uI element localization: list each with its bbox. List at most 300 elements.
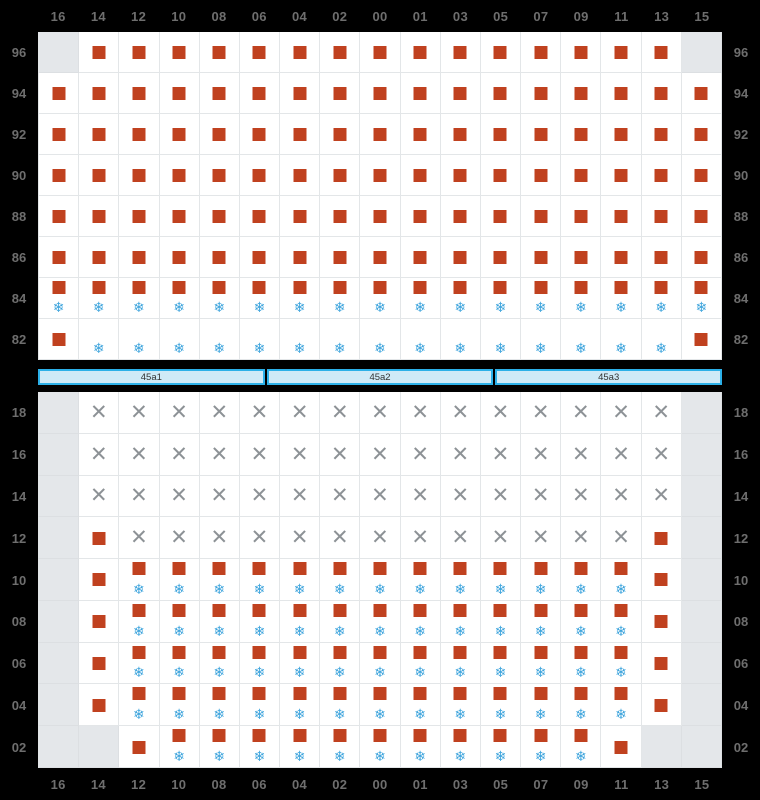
grid-cell-seat[interactable] — [79, 114, 119, 155]
grid-cell-seat[interactable] — [642, 601, 682, 643]
grid-cell-seat-snowflake[interactable] — [160, 559, 200, 601]
grid-cell-seat-snowflake[interactable] — [441, 726, 481, 768]
grid-cell-seat[interactable] — [360, 196, 400, 237]
grid-cell-seat[interactable] — [280, 237, 320, 278]
grid-cell-seat-snowflake[interactable] — [320, 559, 360, 601]
grid-cell-seat-snowflake[interactable] — [481, 684, 521, 726]
grid-cell-seat-snowflake[interactable] — [561, 278, 601, 319]
column-header-bottom — [0, 768, 760, 800]
grid-cell-seat[interactable] — [79, 601, 119, 643]
grid-cell-seat-snowflake[interactable] — [360, 643, 400, 685]
grid-cell-seat-snowflake[interactable] — [38, 278, 79, 319]
grid-cell-unavailable[interactable] — [160, 392, 200, 434]
grid-cell-seat-snowflake[interactable] — [320, 601, 360, 643]
seat-square-icon — [333, 210, 346, 223]
seat-square-icon — [414, 604, 427, 617]
grid-cell-seat[interactable] — [38, 155, 79, 196]
grid-cell-seat[interactable] — [38, 237, 79, 278]
cross-icon: ✕ — [572, 400, 590, 424]
grid-cell-seat[interactable] — [200, 196, 240, 237]
grid-cell-seat[interactable] — [441, 196, 481, 237]
grid-cell-seat-snowflake[interactable] — [561, 559, 601, 601]
grid-cell-unavailable[interactable] — [521, 392, 561, 434]
grid-cell-seat[interactable] — [601, 196, 641, 237]
grid-cell-seat-snowflake[interactable] — [280, 684, 320, 726]
grid-cell-unavailable[interactable] — [401, 392, 441, 434]
grid-cell-seat-snowflake[interactable] — [240, 643, 280, 685]
grid-cell-unavailable[interactable] — [601, 434, 641, 476]
row-label-92-left: 92 — [11, 127, 27, 142]
grid-cell-unavailable[interactable] — [119, 392, 159, 434]
grid-cell-seat-snowflake[interactable] — [280, 601, 320, 643]
grid-cell-seat-snowflake[interactable] — [320, 726, 360, 768]
grid-cell-seat-snowflake[interactable] — [481, 643, 521, 685]
grid-cell-seat[interactable] — [682, 196, 722, 237]
grid-cell-seat-snowflake[interactable] — [521, 643, 561, 685]
cross-icon: ✕ — [371, 484, 389, 508]
grid-cell-seat-snowflake[interactable] — [360, 601, 400, 643]
grid-cell-unavailable[interactable] — [119, 434, 159, 476]
grid-cell-seat-snowflake[interactable] — [200, 278, 240, 319]
grid-cell-seat-snowflake[interactable] — [360, 684, 400, 726]
grid-cell-seat-snowflake[interactable] — [601, 643, 641, 685]
snowflake-icon: ❄ — [173, 664, 185, 681]
grid-cell-seat-snowflake[interactable] — [240, 278, 280, 319]
grid-cell-snowflake[interactable] — [79, 319, 119, 360]
grid-cell-seat[interactable] — [642, 237, 682, 278]
seat-square-icon — [52, 251, 65, 264]
grid-cell-unavailable[interactable] — [320, 476, 360, 518]
grid-cell-seat[interactable] — [200, 114, 240, 155]
snowflake-icon: ❄ — [213, 664, 226, 681]
grid-cell-seat[interactable] — [38, 319, 79, 360]
grid-cell-seat[interactable] — [682, 319, 722, 360]
snowflake-icon: ❄ — [253, 580, 266, 597]
grid-cell-snowflake[interactable] — [160, 319, 200, 360]
grid-cell-seat[interactable] — [320, 155, 360, 196]
grid-cell-seat[interactable] — [521, 237, 561, 278]
grid-cell-seat-snowflake[interactable] — [601, 278, 641, 319]
grid-cell-seat-snowflake[interactable] — [601, 684, 641, 726]
grid-cell-seat[interactable] — [160, 196, 200, 237]
grid-cell-seat[interactable] — [481, 32, 521, 73]
grid-cell-seat-snowflake[interactable] — [481, 601, 521, 643]
grid-cell-seat[interactable] — [601, 726, 641, 768]
grid-cell-seat-snowflake[interactable] — [481, 559, 521, 601]
grid-cell-seat-snowflake[interactable] — [561, 684, 601, 726]
grid-cell-seat[interactable] — [320, 196, 360, 237]
grid-cell-seat[interactable] — [401, 155, 441, 196]
grid-cell-seat[interactable] — [481, 114, 521, 155]
grid-cell-seat[interactable] — [38, 73, 79, 114]
grid-cell-seat-snowflake[interactable] — [401, 278, 441, 319]
grid-cell-unavailable[interactable] — [481, 476, 521, 518]
grid-cell-unavailable[interactable] — [601, 517, 641, 559]
grid-cell-unavailable[interactable] — [320, 517, 360, 559]
grid-cell-seat-snowflake[interactable] — [160, 278, 200, 319]
grid-cell-unavailable[interactable] — [280, 434, 320, 476]
seat-square-icon — [293, 281, 306, 294]
grid-cell-unavailable[interactable] — [601, 476, 641, 518]
grid-cell-seat-snowflake[interactable] — [320, 643, 360, 685]
grid-cell-seat[interactable] — [601, 155, 641, 196]
grid-cell-seat[interactable] — [561, 73, 601, 114]
column-label-03: 03 — [452, 8, 468, 24]
grid-cell-seat-snowflake[interactable] — [601, 601, 641, 643]
grid-cell-seat[interactable] — [441, 114, 481, 155]
grid-cell-seat[interactable] — [360, 114, 400, 155]
grid-cell-unavailable[interactable] — [521, 517, 561, 559]
grid-cell-seat[interactable] — [360, 32, 400, 73]
grid-cell-seat[interactable] — [280, 114, 320, 155]
grid-cell-seat[interactable] — [160, 32, 200, 73]
grid-cell-unavailable[interactable] — [642, 392, 682, 434]
grid-cell-unavailable[interactable] — [160, 434, 200, 476]
grid-cell-seat[interactable] — [441, 73, 481, 114]
grid-cell-seat-snowflake[interactable] — [521, 726, 561, 768]
grid-cell-seat[interactable] — [160, 73, 200, 114]
grid-cell-blocked — [38, 559, 79, 601]
grid-cell-seat-snowflake[interactable] — [119, 278, 159, 319]
column-label-00: 00 — [372, 8, 388, 24]
grid-cell-seat[interactable] — [642, 643, 682, 685]
grid-cell-snowflake[interactable] — [200, 319, 240, 360]
grid-cell-seat-snowflake[interactable] — [280, 559, 320, 601]
grid-cell-seat[interactable] — [642, 559, 682, 601]
grid-cell-seat-snowflake[interactable] — [521, 559, 561, 601]
grid-cell-seat[interactable] — [401, 73, 441, 114]
grid-cell-seat-snowflake[interactable] — [521, 684, 561, 726]
grid-cell-unavailable[interactable] — [441, 476, 481, 518]
grid-cell-seat-snowflake[interactable] — [119, 601, 159, 643]
grid-cell-unavailable[interactable] — [360, 517, 400, 559]
grid-cell-seat[interactable] — [601, 32, 641, 73]
grid-cell-seat[interactable] — [38, 196, 79, 237]
grid-cell-seat[interactable] — [521, 114, 561, 155]
grid-cell-seat-snowflake[interactable] — [401, 601, 441, 643]
grid-cell-unavailable[interactable] — [240, 392, 280, 434]
grid-cell-seat-snowflake[interactable] — [561, 726, 601, 768]
grid-cell-unavailable[interactable] — [360, 434, 400, 476]
grid-cell-seat[interactable] — [561, 114, 601, 155]
grid-cell-unavailable[interactable] — [642, 476, 682, 518]
grid-cell-seat-snowflake[interactable] — [160, 684, 200, 726]
row-label-12-right: 12 — [733, 530, 749, 546]
grid-cell-seat[interactable] — [481, 155, 521, 196]
grid-cell-seat[interactable] — [642, 73, 682, 114]
grid-cell-seat-snowflake[interactable] — [682, 278, 722, 319]
grid-cell-seat[interactable] — [240, 237, 280, 278]
grid-cell-seat[interactable] — [360, 73, 400, 114]
grid-cell-seat[interactable] — [360, 237, 400, 278]
grid-cell-seat[interactable] — [119, 155, 159, 196]
grid-cell-seat[interactable] — [240, 155, 280, 196]
seat-square-icon — [414, 562, 427, 575]
grid-cell-unavailable[interactable] — [280, 517, 320, 559]
grid-cell-seat-snowflake[interactable] — [119, 643, 159, 685]
grid-cell-seat[interactable] — [481, 196, 521, 237]
grid-cell-seat[interactable] — [521, 32, 561, 73]
grid-cell-snowflake[interactable] — [320, 319, 360, 360]
grid-cell-unavailable[interactable] — [79, 434, 119, 476]
grid-cell-seat[interactable] — [521, 155, 561, 196]
grid-cell-seat[interactable] — [682, 237, 722, 278]
grid-cell-seat[interactable] — [79, 155, 119, 196]
grid-cell-snowflake[interactable] — [601, 319, 641, 360]
grid-cell-seat-snowflake[interactable] — [561, 601, 601, 643]
grid-cell-seat-snowflake[interactable] — [360, 559, 400, 601]
grid-cell-seat-snowflake[interactable] — [481, 278, 521, 319]
grid-cell-seat[interactable] — [682, 73, 722, 114]
grid-cell-seat[interactable] — [119, 196, 159, 237]
grid-cell-unavailable[interactable] — [160, 476, 200, 518]
grid-cell-seat-snowflake[interactable] — [642, 278, 682, 319]
grid-cell-seat[interactable] — [642, 517, 682, 559]
grid-cell-unavailable[interactable] — [561, 476, 601, 518]
grid-cell-seat[interactable] — [561, 196, 601, 237]
grid-cell-seat[interactable] — [160, 114, 200, 155]
grid-cell-snowflake[interactable] — [119, 319, 159, 360]
grid-cell-seat[interactable] — [320, 32, 360, 73]
grid-cell-seat-snowflake[interactable] — [401, 684, 441, 726]
grid-cell-seat[interactable] — [521, 73, 561, 114]
grid-cell-seat-snowflake[interactable] — [119, 684, 159, 726]
snowflake-icon: ❄ — [253, 706, 266, 723]
grid-cell-seat-snowflake[interactable] — [160, 601, 200, 643]
grid-cell-seat[interactable] — [79, 32, 119, 73]
grid-cell-unavailable[interactable] — [561, 392, 601, 434]
grid-cell-seat[interactable] — [240, 196, 280, 237]
grid-cell-seat-snowflake[interactable] — [240, 726, 280, 768]
grid-cell-seat[interactable] — [601, 73, 641, 114]
grid-cell-seat[interactable] — [441, 32, 481, 73]
grid-cell-unavailable[interactable] — [642, 434, 682, 476]
grid-cell-unavailable[interactable] — [401, 517, 441, 559]
grid-cell-seat-snowflake[interactable] — [240, 684, 280, 726]
grid-cell-seat-snowflake[interactable] — [79, 278, 119, 319]
grid-cell-seat[interactable] — [521, 196, 561, 237]
grid-cell-seat[interactable] — [119, 114, 159, 155]
grid-cell-unavailable[interactable] — [481, 434, 521, 476]
grid-cell-seat[interactable] — [682, 114, 722, 155]
grid-cell-seat-snowflake[interactable] — [441, 643, 481, 685]
grid-cell-unavailable[interactable] — [441, 517, 481, 559]
grid-cell-unavailable[interactable] — [601, 392, 641, 434]
grid-cell-unavailable[interactable] — [119, 476, 159, 518]
grid-cell-snowflake[interactable] — [642, 319, 682, 360]
grid-cell-seat[interactable] — [280, 32, 320, 73]
grid-cell-seat[interactable] — [119, 73, 159, 114]
grid-cell-seat[interactable] — [401, 114, 441, 155]
cross-icon: ✕ — [250, 400, 269, 424]
grid-cell-seat[interactable] — [79, 684, 119, 726]
cross-icon: ✕ — [290, 484, 309, 508]
row-label-16-right: 16 — [733, 447, 749, 463]
grid-cell-seat[interactable] — [401, 196, 441, 237]
grid-cell-unavailable[interactable] — [521, 476, 561, 518]
grid-cell-seat[interactable] — [79, 196, 119, 237]
grid-cell-seat-snowflake[interactable] — [160, 643, 200, 685]
grid-cell-seat-snowflake[interactable] — [360, 278, 400, 319]
snowflake-icon: ❄ — [414, 664, 426, 681]
grid-cell-unavailable[interactable] — [79, 476, 119, 518]
lower-deck-grid — [38, 392, 722, 768]
grid-cell-seat-snowflake[interactable] — [280, 726, 320, 768]
seat-square-icon — [253, 687, 266, 700]
grid-cell-seat-snowflake[interactable] — [320, 278, 360, 319]
grid-cell-unavailable[interactable] — [441, 392, 481, 434]
grid-cell-seat[interactable] — [601, 114, 641, 155]
grid-cell-seat[interactable] — [79, 73, 119, 114]
grid-cell-seat-snowflake[interactable] — [441, 278, 481, 319]
grid-cell-seat[interactable] — [240, 73, 280, 114]
grid-cell-unavailable[interactable] — [280, 392, 320, 434]
grid-cell-seat[interactable] — [642, 32, 682, 73]
grid-cell-unavailable[interactable] — [521, 434, 561, 476]
grid-cell-unavailable[interactable] — [79, 392, 119, 434]
seat-square-icon — [132, 604, 145, 617]
grid-cell-seat-snowflake[interactable] — [561, 643, 601, 685]
grid-cell-seat[interactable] — [38, 114, 79, 155]
grid-cell-seat[interactable] — [200, 32, 240, 73]
grid-cell-seat-snowflake[interactable] — [200, 684, 240, 726]
grid-cell-snowflake[interactable] — [441, 319, 481, 360]
grid-cell-seat[interactable] — [642, 684, 682, 726]
grid-cell-unavailable[interactable] — [360, 476, 400, 518]
grid-cell-unavailable[interactable] — [561, 517, 601, 559]
grid-cell-seat[interactable] — [240, 114, 280, 155]
grid-cell-seat[interactable] — [642, 196, 682, 237]
grid-cell-seat-snowflake[interactable] — [481, 726, 521, 768]
seat-square-icon — [132, 646, 145, 659]
grid-cell-snowflake[interactable] — [280, 319, 320, 360]
grid-cell-seat[interactable] — [481, 73, 521, 114]
grid-cell-seat-snowflake[interactable] — [280, 643, 320, 685]
grid-cell-seat[interactable] — [200, 237, 240, 278]
grid-cell-seat[interactable] — [200, 155, 240, 196]
grid-cell-snowflake[interactable] — [360, 319, 400, 360]
grid-cell-unavailable[interactable] — [320, 392, 360, 434]
grid-cell-unavailable[interactable] — [200, 476, 240, 518]
grid-cell-seat-snowflake[interactable] — [240, 601, 280, 643]
grid-cell-unavailable[interactable] — [119, 517, 159, 559]
grid-cell-seat[interactable] — [320, 73, 360, 114]
grid-cell-seat-snowflake[interactable] — [401, 559, 441, 601]
grid-cell-unavailable[interactable] — [401, 434, 441, 476]
grid-cell-seat[interactable] — [280, 155, 320, 196]
grid-cell-seat[interactable] — [682, 155, 722, 196]
grid-cell-seat[interactable] — [561, 155, 601, 196]
grid-cell-seat[interactable] — [642, 155, 682, 196]
grid-cell-seat-snowflake[interactable] — [200, 726, 240, 768]
grid-cell-seat[interactable] — [79, 559, 119, 601]
zone-label-45a1[interactable]: 45a1 — [38, 369, 265, 385]
grid-cell-seat[interactable] — [280, 196, 320, 237]
grid-cell-seat[interactable] — [200, 73, 240, 114]
seat-square-icon — [373, 729, 386, 742]
grid-cell-seat[interactable] — [160, 237, 200, 278]
grid-cell-seat[interactable] — [561, 32, 601, 73]
grid-cell-snowflake[interactable] — [481, 319, 521, 360]
grid-cell-seat[interactable] — [240, 32, 280, 73]
grid-cell-seat-snowflake[interactable] — [441, 559, 481, 601]
grid-cell-seat[interactable] — [561, 237, 601, 278]
grid-cell-seat-snowflake[interactable] — [521, 601, 561, 643]
seat-square-icon — [52, 169, 65, 182]
grid-cell-unavailable[interactable] — [481, 517, 521, 559]
grid-cell-seat[interactable] — [119, 237, 159, 278]
grid-cell-seat-snowflake[interactable] — [119, 559, 159, 601]
column-label-03: 03 — [452, 776, 468, 792]
grid-cell-seat-snowflake[interactable] — [401, 726, 441, 768]
grid-cell-seat[interactable] — [320, 237, 360, 278]
grid-cell-seat-snowflake[interactable] — [200, 643, 240, 685]
grid-cell-seat[interactable] — [320, 114, 360, 155]
grid-cell-seat[interactable] — [441, 155, 481, 196]
grid-cell-seat[interactable] — [360, 155, 400, 196]
grid-cell-unavailable[interactable] — [280, 476, 320, 518]
grid-cell-unavailable[interactable] — [320, 434, 360, 476]
grid-cell-unavailable[interactable] — [401, 476, 441, 518]
grid-cell-seat[interactable] — [79, 643, 119, 685]
grid-cell-snowflake[interactable] — [561, 319, 601, 360]
grid-cell-seat[interactable] — [441, 237, 481, 278]
seat-square-icon — [333, 562, 346, 575]
grid-cell-seat-snowflake[interactable] — [240, 559, 280, 601]
grid-cell-seat-snowflake[interactable] — [200, 601, 240, 643]
grid-cell-seat-snowflake[interactable] — [280, 278, 320, 319]
grid-cell-seat[interactable] — [642, 114, 682, 155]
zone-label-45a3[interactable]: 45a3 — [495, 369, 722, 385]
grid-cell-seat[interactable] — [601, 237, 641, 278]
grid-cell-seat-snowflake[interactable] — [200, 559, 240, 601]
grid-cell-seat-snowflake[interactable] — [441, 684, 481, 726]
grid-cell-seat[interactable] — [119, 32, 159, 73]
grid-cell-unavailable[interactable] — [240, 517, 280, 559]
grid-cell-seat-snowflake[interactable] — [601, 559, 641, 601]
grid-cell-seat-snowflake[interactable] — [160, 726, 200, 768]
grid-cell-seat[interactable] — [79, 237, 119, 278]
grid-cell-seat[interactable] — [401, 32, 441, 73]
grid-cell-unavailable[interactable] — [160, 517, 200, 559]
grid-cell-unavailable[interactable] — [360, 392, 400, 434]
grid-cell-unavailable[interactable] — [200, 392, 240, 434]
grid-cell-seat[interactable] — [119, 726, 159, 768]
grid-cell-unavailable[interactable] — [200, 434, 240, 476]
grid-cell-snowflake[interactable] — [240, 319, 280, 360]
grid-cell-seat[interactable] — [280, 73, 320, 114]
grid-cell-seat-snowflake[interactable] — [521, 278, 561, 319]
grid-cell-seat[interactable] — [401, 237, 441, 278]
grid-cell-seat[interactable] — [160, 155, 200, 196]
grid-cell-unavailable[interactable] — [481, 392, 521, 434]
grid-cell-snowflake[interactable] — [521, 319, 561, 360]
zone-label-45a2[interactable]: 45a2 — [267, 369, 494, 385]
grid-cell-unavailable[interactable] — [200, 517, 240, 559]
grid-cell-snowflake[interactable] — [401, 319, 441, 360]
grid-cell-seat-snowflake[interactable] — [401, 643, 441, 685]
grid-cell-seat[interactable] — [79, 517, 119, 559]
grid-cell-seat[interactable] — [481, 237, 521, 278]
seat-square-icon — [173, 46, 186, 59]
grid-cell-unavailable[interactable] — [561, 434, 601, 476]
grid-cell-seat-snowflake[interactable] — [441, 601, 481, 643]
grid-cell-unavailable[interactable] — [240, 434, 280, 476]
grid-cell-seat-snowflake[interactable] — [320, 684, 360, 726]
grid-cell-unavailable[interactable] — [240, 476, 280, 518]
grid-cell-unavailable[interactable] — [441, 434, 481, 476]
grid-cell-seat-snowflake[interactable] — [360, 726, 400, 768]
